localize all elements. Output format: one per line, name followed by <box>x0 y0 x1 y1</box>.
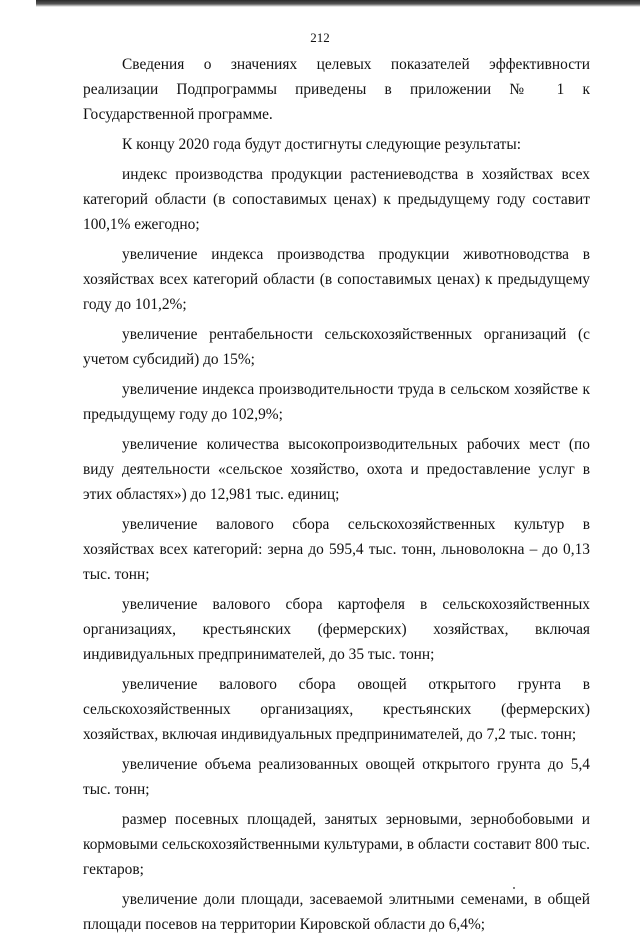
paragraph-labor-productivity: увеличение индекса производительности труда в сельском хозяйстве к предыдущему году до 102,9%; <box>83 381 590 423</box>
paragraph-gross-harvest-crops: увеличение валового сбора сельскохозяйственных культур в хозяйствах всех категорий: зерна до 595,4 тыс. тонн, льноволокна – до 0,13 тыс. тонн; <box>83 516 590 583</box>
paragraph-sown-area: размер посевных площадей, занятых зерновыми, зернобобовыми и кормовыми сельскохозяйственными культурами, в области составит 800 тыс. гектаров; <box>83 811 590 878</box>
paragraph-livestock-production-index: увеличение индекса производства продукции животноводства в хозяйствах всех категорий области (в сопоставимых ценах) к предыдущему году до 101,2%; <box>83 246 590 313</box>
paragraph-crop-production-index: индекс производства продукции растениеводства в хозяйствах всех категорий области (в сопоставимых ценах) к предыдущему году составит 100,1% ежегодно; <box>83 166 590 233</box>
paragraph-results-intro: К концу 2020 года будут достигнуты следующие результаты: <box>122 136 521 153</box>
paragraph-high-performance-jobs: увеличение количества высокопроизводительных рабочих мест (по виду деятельности «сельское хозяйство, охота и предоставление услуг в этих областях») до 12,981 тыс. единиц; <box>83 436 590 503</box>
paragraph-gross-harvest-vegetables: увеличение валового сбора овощей открытого грунта в сельскохозяйственных организациях, крестьянских (фермерских) хозяйствах, включая индивидуальных предпринимателей, до 7,2 тыс. тонн; <box>83 676 590 743</box>
paragraph-vegetables-sold: увеличение объема реализованных овощей открытого грунта до 5,4 тыс. тонн; <box>83 756 590 798</box>
paragraph-indicators-reference: Сведения о значениях целевых показателей эффективности реализации Подпрограммы приведены в приложении № 1 к Государственной программе. <box>83 56 590 123</box>
paragraph-profitability: увеличение рентабельности сельскохозяйственных организаций (с учетом субсидий) до 15%; <box>83 326 590 368</box>
scan-speck <box>513 887 515 889</box>
scan-top-edge <box>36 0 640 7</box>
paragraph-gross-harvest-potatoes: увеличение валового сбора картофеля в сельскохозяйственных организациях, крестьянских (фермерских) хозяйствах, включая индивидуальных предпринимателей, до 35 тыс. тонн; <box>83 596 590 663</box>
page-number: 212 <box>310 30 330 45</box>
document-body <box>83 52 590 942</box>
paragraph-elite-seeds-share: увеличение доли площади, засеваемой элитными семенами, в общей площади посевов на территории Кировской области до 6,4%; <box>83 891 590 933</box>
